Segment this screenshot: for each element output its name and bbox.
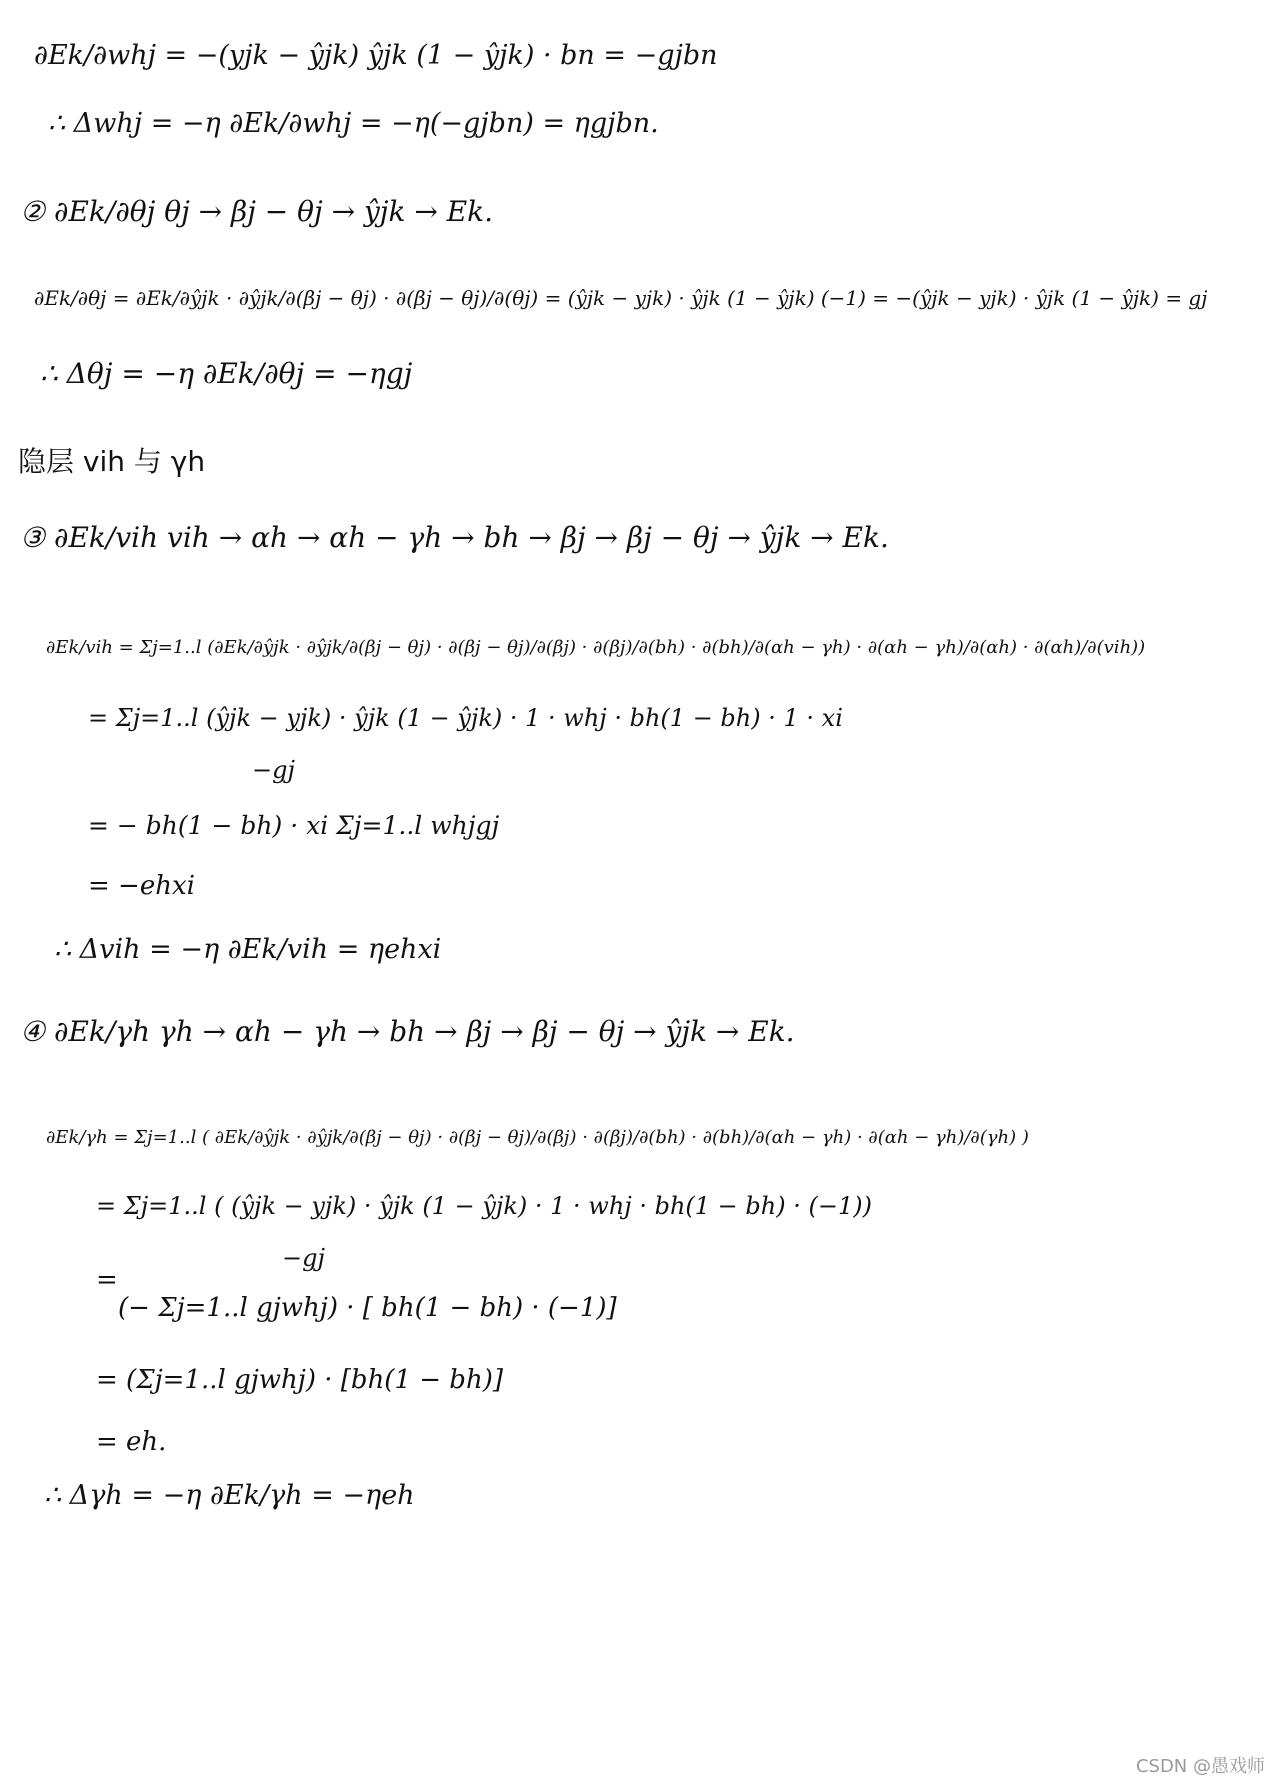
underbrace-label-1: −gj: [252, 756, 295, 784]
underbrace-label-2: −gj: [282, 1244, 325, 1272]
equation-dgammah-step4: = eh.: [96, 1427, 167, 1457]
equation-delta-gammah: ∴ Δγh = −η ∂Ek/γh = −ηeh: [44, 1480, 415, 1511]
step-2-heading: ② ∂Ek/∂θj θj → βj − θj → ŷjk → Ek.: [20, 195, 494, 228]
equation-dvih-step1: = Σj=1..l (ŷjk − yjk) · ŷjk (1 − ŷjk) · 1 · whj · bh(1 − bh) · 1 · xi: [88, 704, 843, 732]
equation-dvih-step3: = −ehxi: [88, 871, 195, 901]
watermark: CSDN @愚戏师: [1135, 1756, 1265, 1777]
equation-dgammah-step3: = (Σj=1..l gjwhj) · [bh(1 − bh)]: [96, 1365, 503, 1395]
hidden-layer-heading: 隐层 vih 与 γh: [18, 445, 206, 478]
equation-dgammah-step2-eq: =: [96, 1265, 118, 1295]
equation-dvih-step2: = − bh(1 − bh) · xi Σj=1..l whjgj: [88, 811, 500, 840]
equation-dEk-dthetaj: ∂Ek/∂θj = ∂Ek/∂ŷjk · ∂ŷjk/∂(βj − θj) · ∂(βj − θj)/∂(θj) = (ŷjk − yjk) · ŷjk (1 − ŷjk) (−1) = −(ŷjk − yjk) · ŷjk (1 − ŷjk) = gj: [34, 286, 1208, 310]
equation-dEk-dwhj: ∂Ek/∂whj = −(yjk − ŷjk) ŷjk (1 − ŷjk) · bn = −gjbn: [34, 40, 718, 71]
equation-dgammah-step1: = Σj=1..l ( (ŷjk − yjk) · ŷjk (1 − ŷjk) · 1 · whj · bh(1 − bh) · (−1)): [96, 1192, 872, 1220]
step-4-heading: ④ ∂Ek/γh γh → αh − γh → bh → βj → βj − θj → ŷjk → Ek.: [20, 1015, 795, 1048]
equation-delta-thetaj: ∴ Δθj = −η ∂Ek/∂θj = −ηgj: [40, 357, 413, 390]
equation-dEk-dvih: ∂Ek/vih = Σj=1..l (∂Ek/∂ŷjk · ∂ŷjk/∂(βj − θj) · ∂(βj − θj)/∂(βj) · ∂(βj)/∂(bh) · ∂(bh)/∂(αh − γh) · ∂(αh − γh)/∂(αh) · ∂(αh)/∂(vih)): [46, 637, 1146, 658]
step-3-heading: ③ ∂Ek/vih vih → αh → αh − γh → bh → βj → βj − θj → ŷjk → Ek.: [20, 521, 889, 554]
equation-dEk-dgammah: ∂Ek/γh = Σj=1..l ( ∂Ek/∂ŷjk · ∂ŷjk/∂(βj − θj) · ∂(βj − θj)/∂(βj) · ∂(βj)/∂(bh) · ∂(bh)/∂(αh − γh) · ∂(αh − γh)/∂(γh) ): [46, 1127, 1029, 1148]
equation-dgammah-step2: (− Σj=1..l gjwhj) · [ bh(1 − bh) · (−1)]: [118, 1293, 617, 1323]
equation-delta-whj: ∴ Δwhj = −η ∂Ek/∂whj = −η(−gjbn) = ηgjbn.: [48, 108, 659, 139]
equation-delta-vih: ∴ Δvih = −η ∂Ek/vih = ηehxi: [54, 934, 442, 965]
